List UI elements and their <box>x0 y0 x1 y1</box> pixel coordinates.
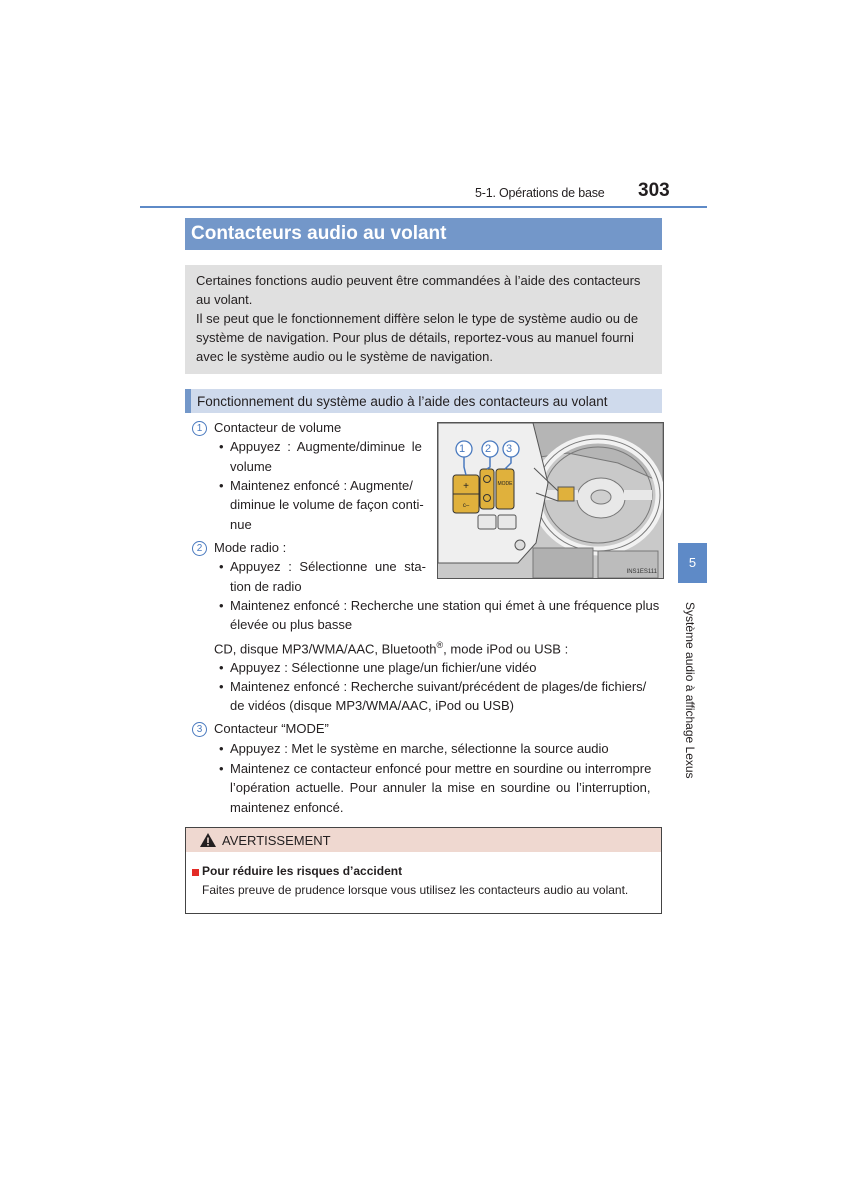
item-1-title: Contacteur de volume <box>214 420 342 435</box>
bullet-icon: • <box>219 761 224 776</box>
item-2-bullet-4-cont: de vidéos (disque MP3/WMA/AAC, iPod ou USB) <box>230 698 514 713</box>
item-3-bullet-1: Appuyez : Met le système en marche, sélectionne la source audio <box>230 741 609 756</box>
chapter-side-label: Système audio à affichage Lexus <box>683 602 697 779</box>
red-square-icon <box>192 869 199 876</box>
registered-mark: ® <box>436 640 444 650</box>
warning-item-text: Faites preuve de prudence lorsque vous utilisez les contacteurs audio au volant. <box>202 883 629 897</box>
item-2-bullet-3: Appuyez : Sélectionne une plage/un fichier/une vidéo <box>230 660 537 675</box>
cd-mode-text: CD, disque MP3/WMA/AAC, Bluetooth <box>214 641 437 657</box>
warning-body <box>185 852 662 914</box>
header-rule <box>140 206 707 208</box>
item-2-title: Mode radio : <box>214 540 287 555</box>
warning-header <box>185 827 662 853</box>
bullet-icon: • <box>219 598 224 613</box>
bullet-icon: • <box>219 439 224 454</box>
item-2-bullet-2-cont: élevée ou plus basse <box>230 617 353 632</box>
subheading-accent <box>185 389 191 413</box>
warning-heading: AVERTISSEMENT <box>222 833 331 848</box>
figure-callout-1: 1 <box>459 443 466 455</box>
item-1-bullet-1-cont: volume <box>230 459 272 474</box>
item-1-bullet-2-cont: diminue le volume de façon conti- <box>230 497 424 512</box>
callout-3-icon: 3 <box>192 722 207 737</box>
item-3-bullet-2-cont: maintenez enfoncé. <box>230 800 344 815</box>
intro-line: avec le système audio ou le système de navigation. <box>196 349 494 364</box>
item-1-bullet-2: Maintenez enfoncé : Augmente/ <box>230 478 413 493</box>
item-3-bullet-2: Maintenez ce contacteur enfoncé pour mettre en sourdine ou interrompre <box>230 761 652 776</box>
bullet-icon: • <box>219 478 224 493</box>
item-2-bullet-1: Appuyez : Sélectionne une sta- <box>230 559 426 574</box>
item-3-title: Contacteur “MODE” <box>214 721 329 736</box>
item-2-bullet-4: Maintenez enfoncé : Recherche suivant/précédent de plages/de fichiers/ <box>230 679 647 694</box>
intro-box <box>185 265 662 374</box>
chapter-number: 5 <box>688 555 697 570</box>
figure-code: INS1ES111 <box>626 569 657 575</box>
callout-2-icon: 2 <box>192 541 207 556</box>
figure-callout-2: 2 <box>485 443 492 455</box>
intro-line: système de navigation. Pour plus de détails, reportez-vous au manuel fourni <box>196 330 634 345</box>
svg-text:+: + <box>463 481 469 492</box>
intro-line: au volant. <box>196 292 253 307</box>
bullet-icon: • <box>219 660 224 675</box>
chapter-tab <box>678 543 707 583</box>
subheading-bar <box>185 389 662 413</box>
item-1-bullet-2-cont: nue <box>230 517 252 532</box>
warning-item-title: Pour réduire les risques d’accident <box>202 864 403 878</box>
svg-text:c‒: c‒ <box>462 503 470 509</box>
cd-mode-line <box>214 640 568 656</box>
figure-callout-3: 3 <box>506 443 513 455</box>
item-2-bullet-2: Maintenez enfoncé : Recherche une station qui émet à une fréquence plus <box>230 598 660 613</box>
intro-line: Il se peut que le fonctionnement diffère selon le type de système audio ou de <box>196 311 639 326</box>
warning-triangle-icon <box>199 832 217 848</box>
item-2-bullet-1-cont: tion de radio <box>230 579 302 594</box>
bullet-icon: • <box>219 741 224 756</box>
section-title-bar <box>185 218 662 250</box>
steering-switch-illustration <box>437 422 664 579</box>
page-number: 303 <box>638 180 670 201</box>
bullet-icon: • <box>219 559 224 574</box>
callout-1-icon: 1 <box>192 421 207 436</box>
item-3-bullet-2-cont: l’opération actuelle. Pour annuler la mise en sourdine ou l’interruption, <box>230 780 651 795</box>
intro-line: Certaines fonctions audio peuvent être commandées à l’aide des contacteurs <box>196 273 641 288</box>
figure-mode-label: MODE <box>497 481 513 487</box>
bullet-icon: • <box>219 679 224 694</box>
steering-wheel-drawing <box>438 423 663 578</box>
section-title: Contacteurs audio au volant <box>191 223 447 244</box>
subheading: Fonctionnement du système audio à l’aide des contacteurs au volant <box>197 394 608 409</box>
running-header-section: 5-1. Opérations de base <box>475 186 605 200</box>
cd-mode-text-end: , mode iPod ou USB : <box>443 641 569 657</box>
item-1-bullet-1: Appuyez : Augmente/diminue le <box>230 439 422 454</box>
